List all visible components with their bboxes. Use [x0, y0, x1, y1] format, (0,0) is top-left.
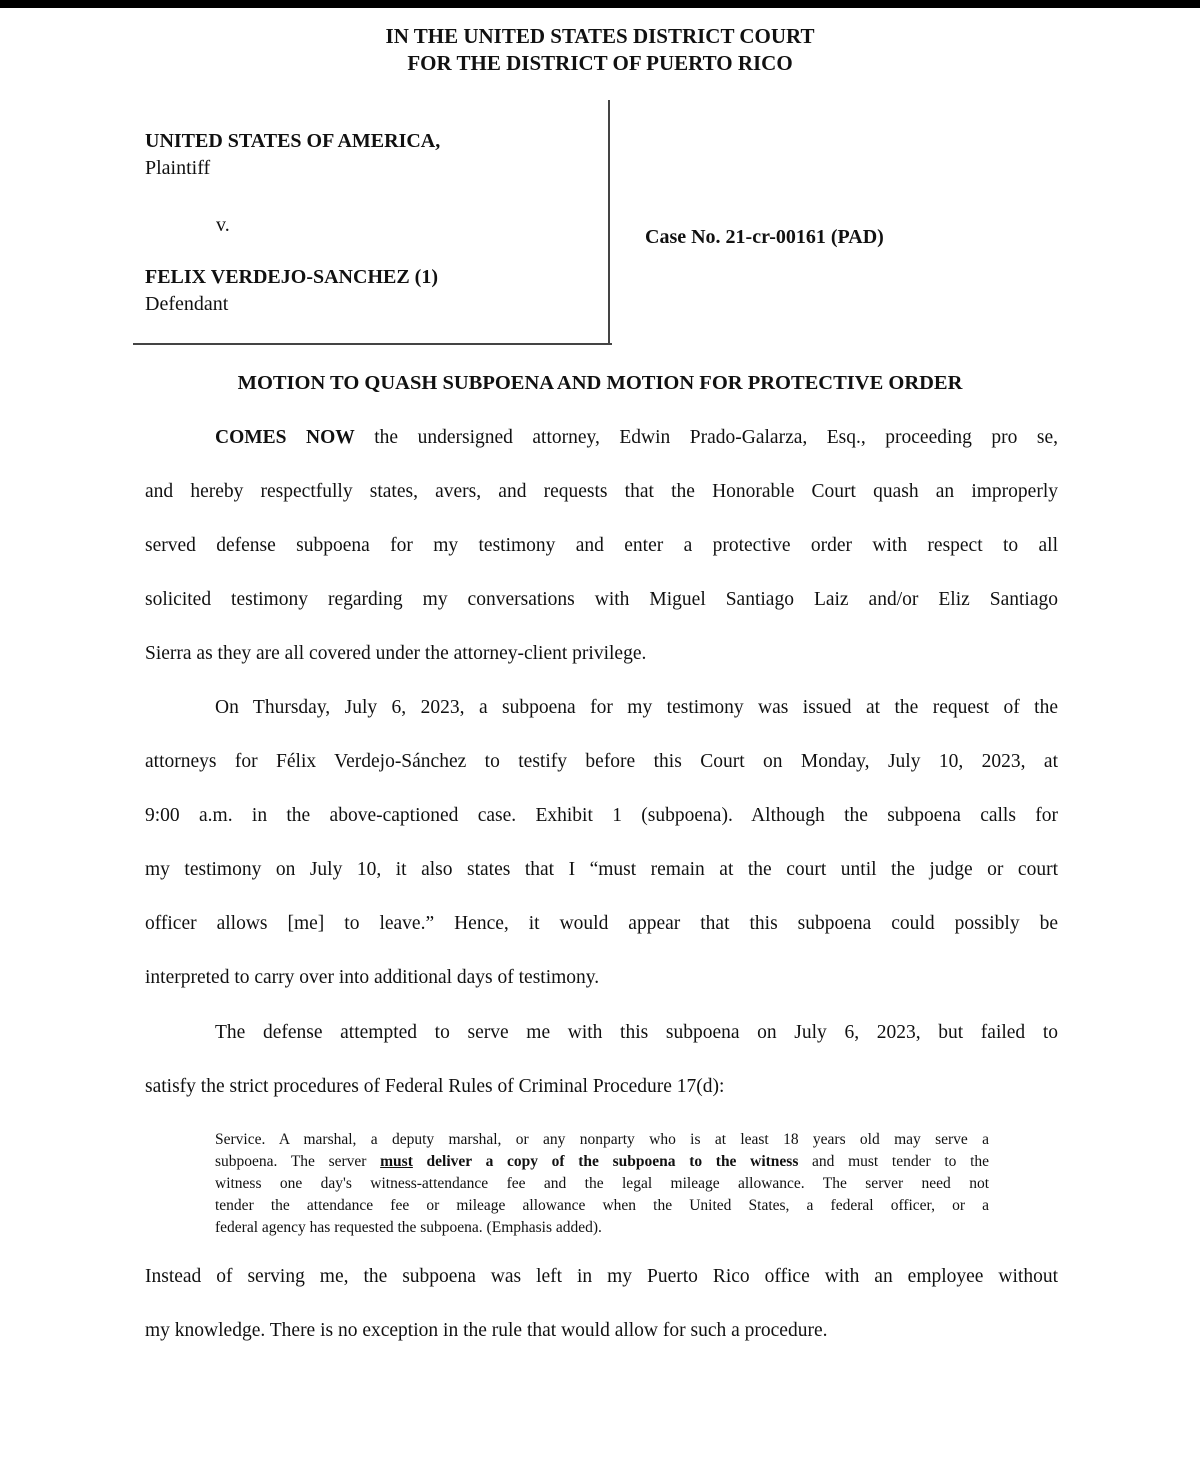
p2-line-1: On Thursday, July 6, 2023, a subpoena for my testimony was issued at the request of the	[215, 697, 1058, 718]
court-district: FOR THE DISTRICT OF PUERTO RICO	[407, 51, 793, 75]
p1-text: the undersigned attorney, Edwin Prado-Galarza, Esq., proceeding pro se,	[354, 427, 1058, 448]
top-border	[0, 0, 1200, 8]
quote-line-4: tender the attendance fee or mileage allowance when the United States, a federal officer, or a	[215, 1197, 989, 1214]
p1-line-3: served defense subpoena for my testimony and enter a protective order with respect to all	[145, 535, 1058, 556]
quote-line-5: federal agency has requested the subpoena. (Emphasis added).	[215, 1219, 602, 1236]
caption-divider-vertical	[608, 100, 610, 345]
p2-line-5: officer allows [me] to leave.” Hence, it would appear that this subpoena could possibly be	[145, 913, 1058, 934]
versus: v.	[216, 214, 230, 236]
plaintiff-role: Plaintiff	[145, 157, 211, 179]
quote-text: subpoena. The server	[215, 1153, 381, 1170]
p2-line-6: interpreted to carry over into additional days of testimony.	[145, 967, 600, 988]
quote-emphasis-underlined: must	[380, 1153, 413, 1170]
p2-line-3: 9:00 a.m. in the above-captioned case. Exhibit 1 (subpoena). Although the subpoena calls for	[145, 805, 1058, 826]
p2-line-4: my testimony on July 10, it also states that I “must remain at the court until the judge or court	[145, 859, 1058, 880]
p2-line-2: attorneys for Félix Verdejo-Sánchez to testify before this Court on Monday, July 10, 2023, at	[145, 751, 1058, 772]
quote-line-2	[215, 1153, 989, 1171]
p1-line-5: Sierra as they are all covered under the attorney-client privilege.	[145, 643, 647, 664]
case-number: Case No. 21-cr-00161 (PAD)	[645, 226, 884, 248]
p4-line-1: Instead of serving me, the subpoena was left in my Puerto Rico office with an employee without	[145, 1266, 1058, 1287]
plaintiff-name: UNITED STATES OF AMERICA,	[145, 130, 441, 152]
quote-line-3: witness one day's witness-attendance fee and the legal mileage allowance. The server need not	[215, 1175, 989, 1192]
p1-line-1	[215, 427, 1058, 449]
p4-line-2: my knowledge. There is no exception in the rule that would allow for such a procedure.	[145, 1320, 828, 1341]
quote-line-1: Service. A marshal, a deputy marshal, or any nonparty who is at least 18 years old may serve a	[215, 1131, 989, 1148]
defendant-name: FELIX VERDEJO-SANCHEZ (1)	[145, 266, 438, 288]
p3-line-1: The defense attempted to serve me with this subpoena on July 6, 2023, but failed to	[215, 1022, 1058, 1043]
defendant-role: Defendant	[145, 293, 229, 315]
p1-line-2: and hereby respectfully states, avers, and requests that the Honorable Court quash an improperly	[145, 481, 1058, 502]
quote-text: and must tender to the	[798, 1153, 989, 1170]
motion-title: MOTION TO QUASH SUBPOENA AND MOTION FOR PROTECTIVE ORDER	[237, 372, 963, 394]
quote-emphasis-bold: deliver a copy of the subpoena to the witness	[412, 1153, 799, 1170]
p1-lead: COMES NOW	[215, 427, 355, 448]
caption-divider-horizontal	[133, 343, 612, 345]
p3-line-2: satisfy the strict procedures of Federal Rules of Criminal Procedure 17(d):	[145, 1076, 725, 1097]
court-name: IN THE UNITED STATES DISTRICT COURT	[385, 24, 815, 48]
p1-line-4: solicited testimony regarding my conversations with Miguel Santiago Laiz and/or Eliz Santiago	[145, 589, 1058, 610]
